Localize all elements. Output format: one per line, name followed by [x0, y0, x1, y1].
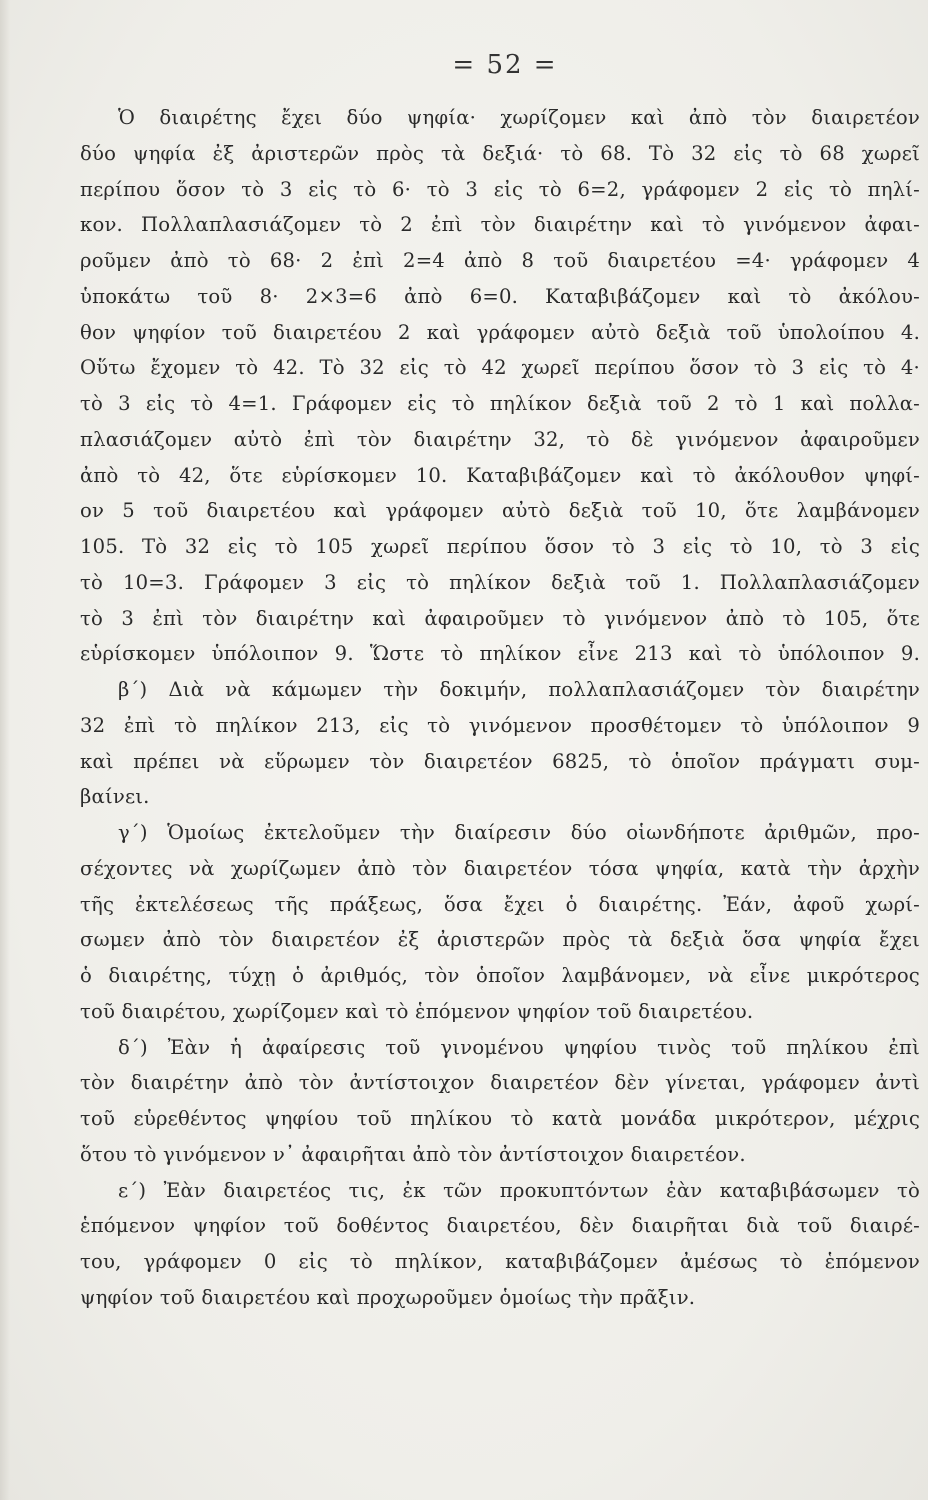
body-text — [80, 100, 920, 1316]
text-line: τὸ 3 ἐπὶ τὸν διαιρέτην καὶ ἀφαιροῦμεν τὸ γινόμενον ἀπὸ τὸ 105, ὅτε — [80, 606, 920, 630]
text-line: 105. Τὸ 32 εἰς τὸ 105 χωρεῖ περίπου ὅσον τὸ 3 εἰς τὸ 10, τὸ 3 εἰς — [80, 535, 920, 558]
text-line: τοῦ διαιρέτου, χωρίζομεν καὶ τὸ ἑπόμενον ψηφίον τοῦ διαιρετέου. — [80, 999, 754, 1023]
text-line: περίπου ὅσον τὸ 3 εἰς τὸ 6· τὸ 3 εἰς τὸ 6=2, γράφομεν 2 εἰς τὸ πηλί- — [80, 177, 920, 201]
text-line: του, γράφομεν 0 εἰς τὸ πηλίκον, καταβιβάζομεν ἀμέσως τὸ ἑπόμενον — [80, 1250, 920, 1273]
text-line: ὑποκάτω τοῦ 8· 2×3=6 ἀπὸ 6=0. Καταβιβάζομεν καὶ τὸ ἀκόλου- — [80, 284, 920, 308]
text-line: ψηφίον τοῦ διαιρετέου καὶ προχωροῦμεν ὁμοίως τὴν πρᾶξιν. — [80, 1285, 696, 1309]
text-line: δύο ψηφία ἐξ ἀριστερῶν πρὸς τὰ δεξιά· τὸ 68. Τὸ 32 εἰς τὸ 68 χωρεῖ — [80, 141, 920, 165]
text-line: Ὁ διαιρέτης ἔχει δύο ψηφία· χωρίζομεν καὶ ἀπὸ τὸν διαιρετέον — [118, 106, 920, 129]
text-line: σωμεν ἀπὸ τὸν διαιρετέον ἐξ ἀριστερῶν πρὸς τὰ δεξιὰ ὅσα ψηφία ἔχει — [80, 928, 920, 952]
text-line: καὶ πρέπει νὰ εὕρωμεν τὸν διαιρετέον 6825, τὸ ὁποῖον πράγματι συμ- — [80, 749, 920, 773]
text-line: τὸ 10=3. Γράφομεν 3 εἰς τὸ πηλίκον δεξιὰ τοῦ 1. Πολλαπλασιάζομεν — [80, 570, 920, 594]
text-line: β΄) Διὰ νὰ κάμωμεν τὴν δοκιμήν, πολλαπλασιάζομεν τὸν διαιρέτην — [118, 678, 920, 701]
text-line: τὸν διαιρέτην ἀπὸ τὸν ἀντίστοιχον διαιρετέον δὲν γίνεται, γράφομεν ἀντὶ — [80, 1071, 920, 1095]
text-line: κον. Πολλαπλασιάζομεν τὸ 2 ἐπὶ τὸν διαιρέτην καὶ τὸ γινόμενον ἀφαι- — [80, 213, 920, 237]
text-line: θον ψηφίον τοῦ διαιρετέου 2 καὶ γράφομεν αὐτὸ δεξιὰ τοῦ ὑπολοίπου 4. — [80, 320, 920, 344]
text-line: τῆς ἐκτελέσεως τῆς πράξεως, ὅσα ἔχει ὁ διαιρέτης. Ἐάν, ἀφοῦ χωρί- — [80, 892, 920, 916]
text-line: δ΄) Ἐὰν ἡ ἀφαίρεσις τοῦ γινομένου ψηφίου τινὸς τοῦ πηλίκου ἐπὶ — [118, 1035, 920, 1059]
text-line: γ΄) Ὁμοίως ἐκτελοῦμεν τὴν διαίρεσιν δύο οἱωνδήποτε ἀριθμῶν, προ- — [118, 821, 920, 844]
text-line: ὁ διαιρέτης, τύχῃ ὁ ἀριθμός, τὸν ὁποῖον λαμβάνομεν, νὰ εἶνε μικρότερος — [80, 964, 920, 987]
text-line: πλασιάζομεν αὐτὸ ἐπὶ τὸν διαιρέτην 32, τὸ δὲ γινόμενον ἀφαιροῦμεν — [80, 427, 920, 451]
text-line: ροῦμεν ἀπὸ τὸ 68· 2 ἐπὶ 2=4 ἀπὸ 8 τοῦ διαιρετέου =4· γράφομεν 4 — [80, 249, 920, 272]
text-line: βαίνει. — [80, 785, 150, 809]
text-line: τὸ 3 εἰς τὸ 4=1. Γράφομεν εἰς τὸ πηλίκον δεξιὰ τοῦ 2 τὸ 1 καὶ πολλα- — [80, 392, 920, 415]
text-line: 32 ἐπὶ τὸ πηλίκον 213, εἰς τὸ γινόμενον προσθέτομεν τὸ ὑπόλοιπον 9 — [80, 713, 920, 737]
text-line: εὑρίσκομεν ὑπόλοιπον 9. Ὥστε τὸ πηλίκον εἶνε 213 καὶ τὸ ὑπόλοιπον 9. — [80, 642, 920, 666]
text-line: τοῦ εὑρεθέντος ψηφίου τοῦ πηλίκου τὸ κατὰ μονάδα μικρότερον, μέχρις — [80, 1107, 920, 1130]
text-line: ἑπόμενον ψηφίον τοῦ δοθέντος διαιρετέου, δὲν διαιρῆται διὰ τοῦ διαιρέ- — [80, 1214, 920, 1238]
text-line: ε΄) Ἐὰν διαιρετέος τις, ἐκ τῶν προκυπτόντων ἐὰν καταβιβάσωμεν τὸ — [118, 1178, 920, 1202]
page-number: = 52 = — [452, 50, 558, 80]
text-line: ἀπὸ τὸ 42, ὅτε εὑρίσκομεν 10. Καταβιβάζομεν καὶ τὸ ἀκόλουθον ψηφί- — [80, 463, 920, 487]
text-line: Οὕτω ἔχομεν τὸ 42. Τὸ 32 εἰς τὸ 42 χωρεῖ περίπου ὅσον τὸ 3 εἰς τὸ 4· — [80, 356, 920, 380]
page-edge-shadow — [0, 0, 10, 1500]
text-line: ον 5 τοῦ διαιρετέου καὶ γράφομεν αὐτὸ δεξιὰ τοῦ 10, ὅτε λαμβάνομεν — [80, 499, 920, 523]
text-line: σέχοντες νὰ χωρίζωμεν ἀπὸ τὸν διαιρετέον τόσα ψηφία, κατὰ τὴν ἀρχὴν — [80, 856, 920, 880]
text-line: ὅτου τὸ γινόμενον ν᾿ ἀφαιρῆται ἀπὸ τὸν ἀντίστοιχον διαιρετέον. — [80, 1142, 746, 1166]
